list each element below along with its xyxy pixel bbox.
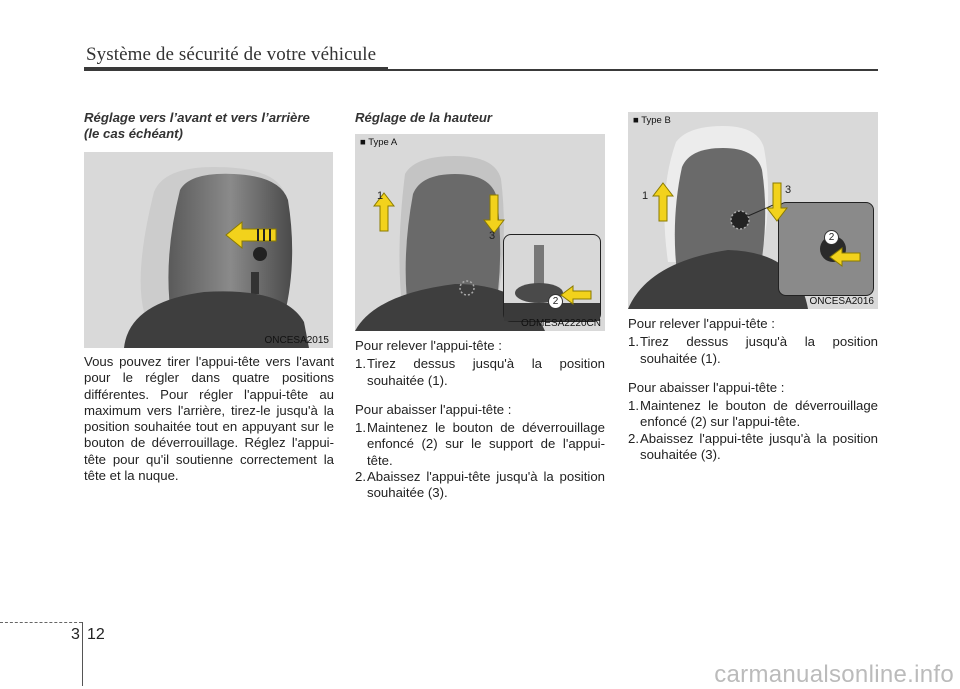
figure-type-label: ■ Type B	[633, 115, 671, 126]
lower-step	[628, 431, 878, 464]
arrow-left-icon	[224, 220, 280, 250]
arrow-down-icon	[483, 194, 505, 234]
column-forward-adjust	[84, 110, 334, 142]
step-text: Tirez dessus jusqu'à la position souhaitée (1).	[640, 334, 878, 366]
body-text: Vous pouvez tirer l'appui-tête vers l'avant pour le régler dans quatre positions différentes. Pour régler l'appui-tête au maximum vers l'arrière, tirez-le jusqu'à la position souhaitée tout en appuyant sur le bouton de déverrouillage. Réglez l'appui-tête pour qu'il soutienne correctement la tête et la nuque.	[84, 354, 334, 484]
instructions-type-a	[355, 338, 605, 502]
figure-type-a	[355, 134, 605, 331]
page-number: 12	[87, 626, 105, 643]
raise-step	[355, 356, 605, 389]
figure-type-b	[628, 112, 878, 309]
step-text: Maintenez le bouton de déverrouillage enfoncé (2) sur l'appui-tête.	[640, 398, 878, 430]
step-text: Maintenez le bouton de déverrouillage enfoncé (2) sur le support de l'appui-tête.	[367, 420, 605, 468]
section-number: 3	[71, 626, 80, 643]
lower-intro: Pour abaisser l'appui-tête :	[628, 379, 785, 395]
callout-3: 3	[785, 184, 792, 196]
raise-step	[628, 334, 878, 367]
step-text: Abaissez l'appui-tête jusqu'à la position souhaitée (3).	[367, 469, 605, 501]
callout-1: 1	[642, 190, 649, 202]
watermark: carmanualsonline.info	[714, 661, 954, 688]
section-title-line: Réglage vers l’avant et vers l’arrière	[84, 110, 310, 125]
footer-divider	[82, 622, 83, 686]
arrow-up-icon	[652, 182, 674, 222]
figure-code: ONCESA2016	[809, 296, 874, 307]
figure-forward-adjust	[84, 152, 333, 348]
step-number: 2.	[355, 469, 366, 485]
header-rule	[84, 67, 388, 71]
instructions-type-b	[628, 316, 878, 463]
page-header-title: Système de sécurité de votre véhicule	[86, 44, 377, 65]
section-title-forward	[84, 110, 334, 142]
raise-intro: Pour relever l'appui-tête :	[355, 338, 502, 353]
step-text: Tirez dessus jusqu'à la position souhaitée (1).	[367, 356, 605, 388]
section-title-height: Réglage de la hauteur	[355, 110, 493, 125]
step-number: 1.	[628, 334, 639, 350]
footer-dashed-rule	[0, 622, 82, 623]
step-number: 1.	[355, 356, 366, 372]
arrow-left-icon	[559, 284, 593, 306]
detail-inset	[503, 234, 601, 322]
headrest-illustration	[84, 152, 333, 348]
callout-1: 1	[377, 190, 384, 202]
step-text: Abaissez l'appui-tête jusqu'à la position souhaitée (3).	[640, 430, 878, 463]
lower-step	[355, 469, 605, 502]
lower-step	[628, 398, 878, 431]
step-number: 1.	[355, 420, 366, 436]
callout-2: 2	[548, 294, 563, 309]
arrow-left-icon	[828, 246, 862, 268]
lower-intro: Pour abaisser l'appui-tête :	[355, 401, 512, 417]
raise-intro: Pour relever l'appui-tête :	[628, 316, 775, 331]
column-height-adjust-a	[355, 110, 605, 126]
figure-type-label: ■ Type A	[360, 137, 398, 148]
paragraph-forward	[84, 354, 334, 484]
figure-code: ODMESA2220CN	[520, 318, 601, 329]
figure-code: ONCESA2015	[264, 335, 329, 346]
step-number: 1.	[628, 398, 639, 414]
callout-3: 3	[489, 230, 496, 242]
callout-2: 2	[824, 230, 839, 245]
section-title-line: (le cas échéant)	[84, 126, 183, 141]
header-rule-thin	[388, 69, 878, 71]
step-number: 2.	[628, 430, 639, 446]
lower-step	[355, 420, 605, 469]
